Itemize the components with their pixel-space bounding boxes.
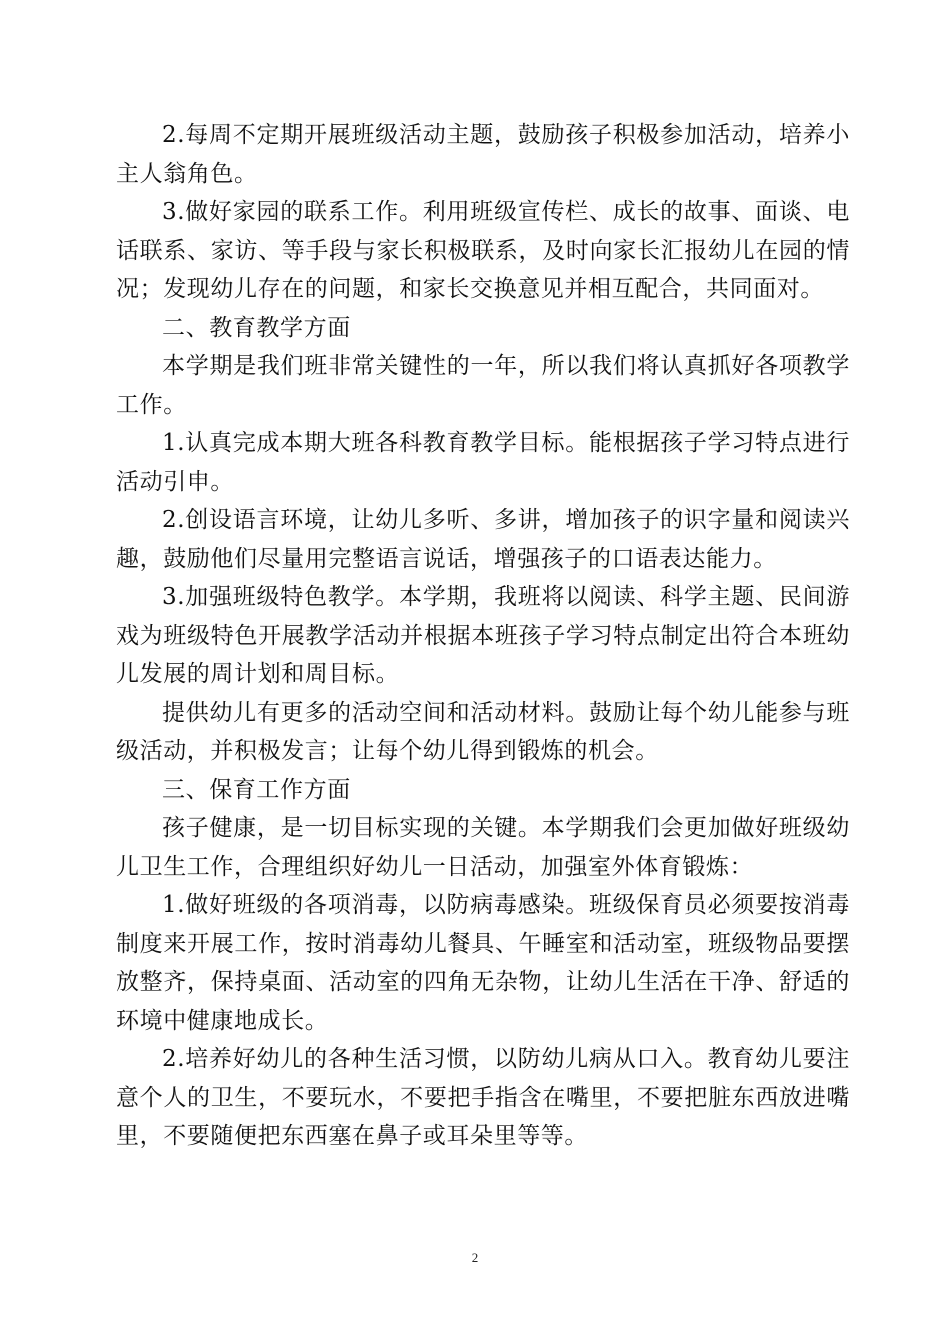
paragraph-activity-space: 提供幼儿有更多的活动空间和活动材料。鼓励让每个幼儿能参与班级活动，并积极发言；让每个幼儿得到锻炼的机会。 [116,699,850,764]
paragraph-teaching-intro: 本学期是我们班非常关键性的一年，所以我们将认真抓好各项教学工作。 [116,353,850,418]
paragraph-language-environment: 2.创设语言环境，让幼儿多听、多讲，增加孩子的识字量和阅读兴趣，鼓励他们尽量用完整语言说话，增强孩子的口语表达能力。 [116,507,850,572]
section-heading-teaching: 二、教育教学方面 [162,314,351,341]
section-heading-childcare: 三、保育工作方面 [162,776,351,803]
paragraph-teaching-goals: 1.认真完成本期大班各科教育教学目标。能根据孩子学习特点进行活动引申。 [116,430,850,495]
paragraph-home-school-contact: 3.做好家园的联系工作。利用班级宣传栏、成长的故事、面谈、电话联系、家访、等手段与家长积极联系，及时向家长汇报幼儿在园的情况；发现幼儿存在的问题，和家长交换意见并相互配合，共同面对。 [116,199,850,302]
document-body [116,116,850,1156]
page-number: 2 [471,1250,479,1265]
paragraph-health-intro: 孩子健康，是一切目标实现的关键。本学期我们会更加做好班级幼儿卫生工作，合理组织好幼儿一日活动，加强室外体育锻炼： [116,815,850,880]
paragraph-disinfection: 1.做好班级的各项消毒，以防病毒感染。班级保育员必须要按消毒制度来开展工作，按时消毒幼儿餐具、午睡室和活动室，班级物品要摆放整齐，保持桌面、活动室的四角无杂物，让幼儿生活在干净、舒适的环境中健康地成长。 [116,892,850,1034]
paragraph-class-features: 3.加强班级特色教学。本学期，我班将以阅读、科学主题、民间游戏为班级特色开展教学活动并根据本班孩子学习特点制定出符合本班幼儿发展的周计划和周目标。 [116,584,850,687]
paragraph-living-habits: 2.培养好幼儿的各种生活习惯，以防幼儿病从口入。教育幼儿要注意个人的卫生，不要玩水，不要把手指含在嘴里，不要把脏东西放进嘴里，不要随便把东西塞在鼻子或耳朵里等等。 [116,1046,850,1149]
paragraph-weekly-activities: 2.每周不定期开展班级活动主题，鼓励孩子积极参加活动，培养小主人翁角色。 [116,122,850,187]
